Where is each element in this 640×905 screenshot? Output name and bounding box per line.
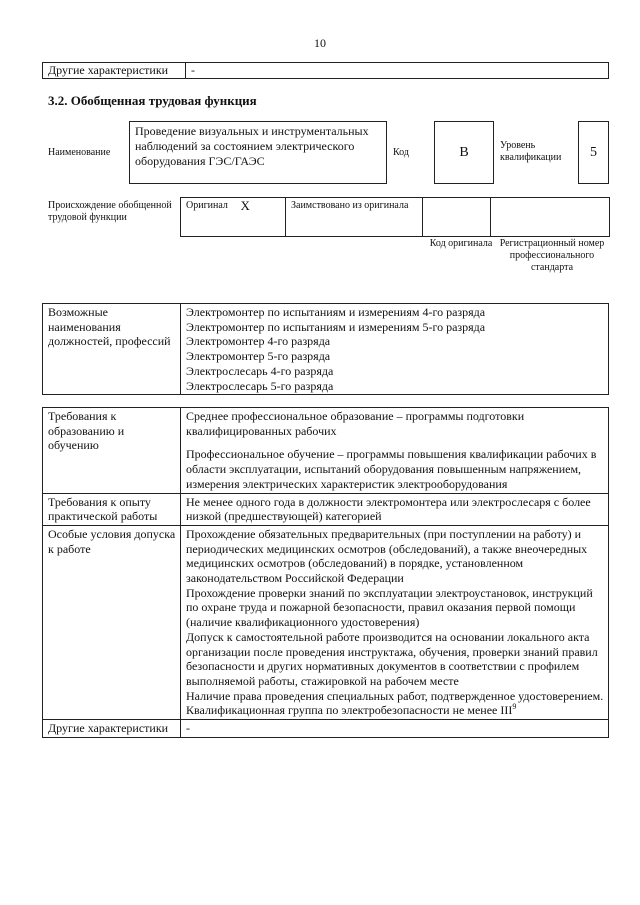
education-item: Среднее профессиональное образование – программы подготовки квалифицированных рабочих — [186, 409, 525, 438]
code-label: Код — [393, 147, 409, 158]
experience-label: Требования к опыту практической работы — [43, 493, 181, 525]
position-item: Электромонтер по испытаниям и измерениям 4-го разряда — [186, 305, 486, 319]
page-number: 10 — [314, 36, 326, 50]
conditions-label: Особые условия допуска к работе — [43, 525, 181, 719]
origin-code-cell — [423, 198, 491, 237]
prev-other-value: - — [186, 63, 609, 79]
level-value: 5 — [578, 121, 609, 184]
prev-other-row — [42, 62, 609, 79]
name-label: Наименование — [48, 147, 111, 158]
original-mark: X — [236, 198, 286, 237]
position-item: Электрослесарь 4-го разряда — [186, 363, 334, 378]
condition-item: Наличие права проведения специальных работ, подтвержденное удостоверением. — [186, 688, 604, 703]
reg-caption: Регистрационный номер профессионального стандарта — [499, 238, 605, 273]
footnote-ref: 9 — [512, 702, 517, 712]
condition-item: Прохождение обязательных предварительных (при поступлении на работу) и периодических медицинских осмотров (обследований), а также внеочередных медицинских осмотров (обследований) в порядке, установленном законодательством Российской Федерации — [186, 526, 588, 586]
section-title: 3.2. Обобщенная трудовая функция — [48, 93, 257, 108]
position-item: Электромонтер по испытаниям и измерениям 5-го разряда — [186, 319, 486, 334]
position-item: Электромонтер 5-го разряда — [186, 349, 331, 364]
origin-reg-cell — [491, 198, 610, 237]
origin-label: Происхождение обобщенной трудовой функции — [48, 200, 172, 223]
conditions-cell — [181, 525, 609, 719]
positions-table — [42, 303, 609, 395]
positions-list — [181, 304, 609, 395]
code-value: B — [434, 121, 494, 184]
education-label: Требования к образованию и обучению — [43, 408, 181, 494]
condition-item: Прохождение проверки знаний по эксплуатации электроустановок, инструкций по охране труда и пожарной безопасности, правил оказания первой помощи (наличие квалификационного удостоверения) — [186, 585, 593, 630]
education-cell — [181, 408, 609, 494]
origin-table — [180, 197, 610, 237]
condition-item-last — [186, 703, 604, 718]
other-value: - — [181, 720, 609, 738]
experience-value: Не менее одного года в должности электромонтера или электрослесаря с более низкой (предшествующей) категорией — [181, 493, 609, 525]
prev-other-label: Другие характеристики — [43, 63, 186, 79]
gtf-name-box — [129, 121, 387, 184]
original-label: Оригинал — [181, 198, 236, 237]
condition-item: Допуск к самостоятельной работе производится на основании локального акта организации после проведения инструктажа, обучения, проверки знаний правил безопасности и других нормативных документов в соответствии с профилем выполняемой работы, стажировкой на рабочем месте — [186, 629, 598, 688]
level-label: Уровень квалификации — [500, 140, 562, 163]
code-caption: Код оригинала — [429, 238, 493, 249]
gtf-name-value: Проведение визуальных и инструментальных наблюдений за состоянием электрического оборудования ГЭС/ГАЭС — [135, 124, 369, 168]
positions-label: Возможные наименования должностей, профессий — [43, 304, 181, 395]
borrowed-label: Заимствовано из оригинала — [286, 198, 423, 237]
condition-last-text: Квалификационная группа по электробезопасности не менее III — [186, 703, 513, 718]
position-item: Электромонтер 4-го разряда — [186, 334, 331, 349]
position-item: Электрослесарь 5-го разряда — [186, 378, 334, 393]
education-item: Профессиональное обучение – программы повышения квалификации рабочих в области эксплуатации, испытаний оборудования повышенным напряжением, измерения электрических характеристик электрооборудования — [186, 447, 597, 491]
requirements-table — [42, 407, 609, 738]
other-label: Другие характеристики — [43, 720, 181, 738]
